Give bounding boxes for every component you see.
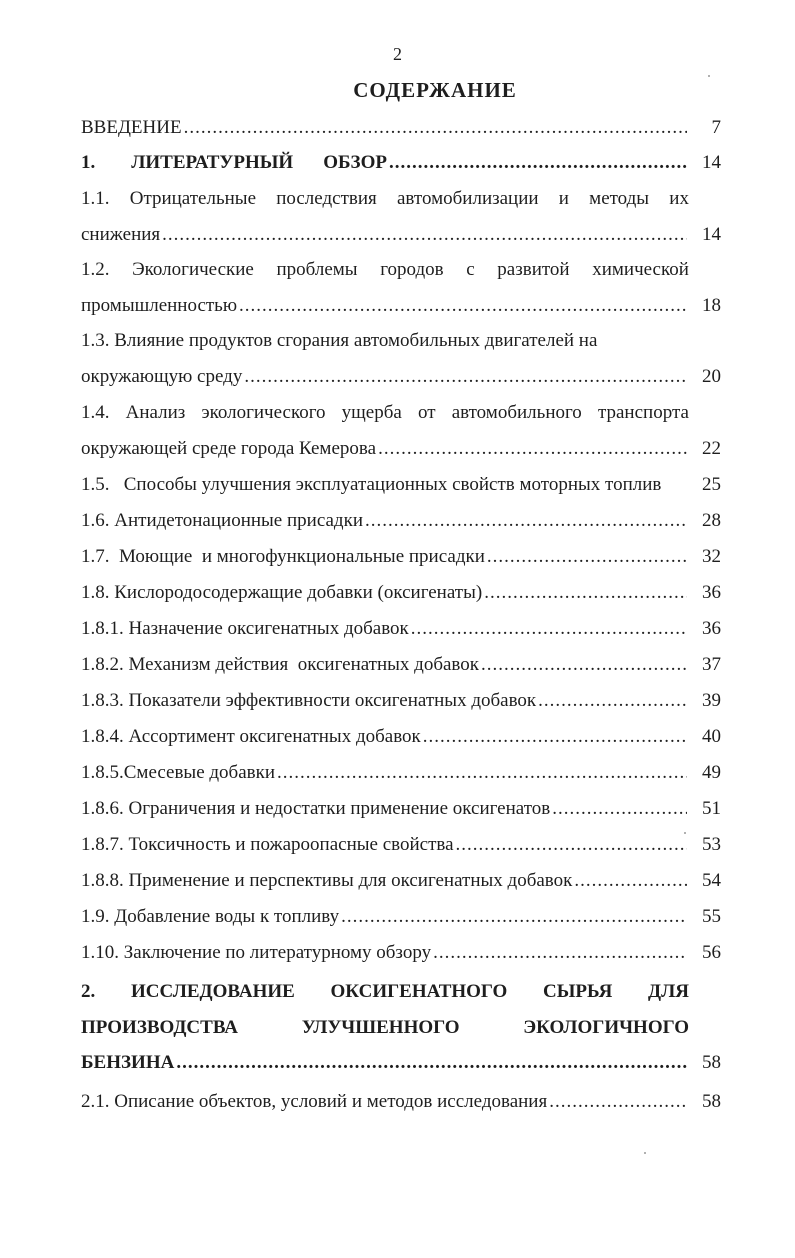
toc-entry-title: 1.8.2. Механизм действия оксигенатных добавок	[81, 654, 480, 675]
toc-page-number: 55	[702, 906, 721, 927]
toc-word: 1.2.	[81, 259, 110, 280]
leader-dots	[433, 935, 687, 971]
toc-word: автомобильного	[451, 402, 582, 423]
leader-dots	[574, 863, 687, 899]
leader-dots	[484, 575, 687, 611]
toc-entry-title: 1.8.4. Ассортимент оксигенатных добавок	[81, 726, 421, 747]
toc-entry-title: 1.6. Антидетонационные присадки	[81, 510, 363, 531]
leader-dots	[389, 145, 687, 181]
toc-word: их	[669, 188, 689, 209]
toc-entry-title: 1.7. Моющие и многофункциональные присадки	[81, 546, 485, 567]
page-title: СОДЕРЖАНИЕ	[353, 78, 517, 102]
toc-entry-title: 1.8.7. Токсичность и пожароопасные свойства	[81, 834, 454, 855]
toc-entry-title: окружающую среду	[81, 365, 243, 387]
toc-page-number: 18	[702, 294, 721, 316]
toc-word: от	[417, 402, 436, 423]
toc-word: и	[558, 188, 569, 209]
toc-entry-1-5[interactable]	[81, 467, 721, 503]
leader-dots	[365, 503, 687, 539]
toc-page-number: 58	[702, 1052, 721, 1073]
toc-word: ЭКОЛОГИЧНОГО	[523, 1016, 689, 1038]
toc-entry-intro[interactable]	[81, 110, 721, 146]
toc-entry-1-2[interactable]	[81, 252, 721, 323]
toc-entry-title: ОБЗОР	[323, 152, 387, 173]
toc-entry-1-8-4[interactable]	[81, 719, 721, 755]
leader-dots	[277, 755, 687, 791]
toc-entry-1-8[interactable]	[81, 575, 721, 611]
toc-word: ДЛЯ	[648, 981, 689, 1002]
scan-speck	[684, 832, 686, 834]
page-number: 2	[393, 44, 402, 64]
toc-entry-title: 1.8.5.Смесевые добавки	[81, 762, 276, 783]
chapter-number: 1.	[81, 152, 96, 173]
toc-entry-title: 1.8. Кислородосодержащие добавки (оксигенаты)	[81, 582, 483, 603]
toc-word: Экологические	[132, 259, 254, 280]
leader-dots	[487, 539, 687, 575]
toc-entry-2-1[interactable]	[81, 1084, 721, 1120]
toc-word: Анализ	[125, 402, 186, 423]
toc-entry-title: 1.5. Способы улучшения эксплуатационных свойств моторных топлив	[81, 474, 662, 495]
leader-dots	[552, 791, 687, 827]
toc-entry-title: 1.10. Заключение по литературному обзору	[81, 942, 432, 963]
leader-dots	[176, 1045, 687, 1081]
toc-word: развитой	[497, 259, 570, 280]
toc-page-number: 20	[702, 365, 721, 387]
toc-word: автомобилизации	[396, 188, 539, 209]
toc-entry-chapter-1[interactable]	[81, 145, 721, 181]
toc-word: Отрицательные	[129, 188, 257, 209]
toc-page-number: 40	[702, 726, 721, 747]
toc-word: городов	[380, 259, 444, 280]
toc-word: химической	[592, 259, 689, 280]
toc-entry-title: 1.8.8. Применение и перспективы для оксигенатных добавок	[81, 870, 573, 891]
leader-dots	[244, 359, 687, 395]
leader-dots	[239, 288, 687, 324]
toc-word: транспорта	[597, 402, 689, 423]
toc-entry-title: 1.8.1. Назначение оксигенатных добавок	[81, 618, 409, 639]
toc-word: УЛУЧШЕННОГО	[301, 1016, 460, 1038]
toc-word: ущерба	[341, 402, 402, 423]
leader-dots	[456, 827, 687, 863]
toc-page-number: 56	[702, 942, 721, 963]
toc-page-number: 32	[702, 546, 721, 567]
toc-word: 1.4.	[81, 402, 110, 423]
leader-dots	[184, 110, 687, 146]
toc-page-number: 25	[702, 474, 721, 495]
toc-entry-title: 1.8.3. Показатели эффективности оксигенатных добавок	[81, 690, 537, 711]
toc-entry-1-8-3[interactable]	[81, 683, 721, 719]
toc-entry-chapter-2[interactable]	[81, 974, 721, 1081]
toc-entry-title: ВВЕДЕНИЕ	[81, 117, 182, 138]
toc-page-number: 7	[711, 117, 721, 138]
leader-dots	[341, 899, 687, 935]
toc-entry-1-6[interactable]	[81, 503, 721, 539]
toc-entry-1-8-5[interactable]	[81, 755, 721, 791]
toc-word: СЫРЬЯ	[543, 981, 613, 1002]
toc-entry-title: окружающей среде города Кемерова	[81, 437, 377, 459]
toc-page-number: 39	[702, 690, 721, 711]
toc-page-number: 22	[702, 437, 721, 459]
toc-page-number: 37	[702, 654, 721, 675]
toc-page-number: 14	[702, 152, 721, 173]
toc-entry-1-7[interactable]	[81, 539, 721, 575]
toc-entry-1-10[interactable]	[81, 935, 721, 971]
toc-entry-title: 1.8.6. Ограничения и недостатки применение оксигенатов	[81, 798, 551, 819]
toc-page-number: 54	[702, 870, 721, 891]
toc-word: методы	[589, 188, 650, 209]
toc-entry-title: 2.1. Описание объектов, условий и методов исследования	[81, 1091, 548, 1112]
toc-entry-1-8-8[interactable]	[81, 863, 721, 899]
toc-entry-1-8-6[interactable]	[81, 791, 721, 827]
toc-entry-1-1[interactable]	[81, 181, 721, 252]
toc-word: с	[466, 259, 475, 280]
toc-entry-1-8-7[interactable]	[81, 827, 721, 863]
toc-word: экологического	[201, 402, 326, 423]
leader-dots	[549, 1084, 687, 1120]
toc-entry-title: 1.3. Влияние продуктов сгорания автомобильных двигателей на	[81, 330, 598, 351]
toc-entry-1-8-1[interactable]	[81, 611, 721, 647]
toc-entry-title: снижения	[81, 223, 161, 245]
toc-page-number: 14	[702, 223, 721, 245]
toc-word: ИССЛЕДОВАНИЕ	[130, 981, 295, 1002]
toc-page-number: 36	[702, 618, 721, 639]
toc-page-number: 58	[702, 1091, 721, 1112]
toc-entry-1-3[interactable]	[81, 323, 721, 394]
toc-word: 2.	[81, 981, 96, 1002]
scan-speck	[708, 75, 710, 77]
toc-word: 1.1.	[81, 188, 110, 209]
toc-entry-title: 1.9. Добавление воды к топливу	[81, 906, 340, 927]
toc-entry-1-8-2[interactable]	[81, 647, 721, 683]
leader-dots	[411, 611, 687, 647]
toc-entry-1-4[interactable]	[81, 395, 721, 466]
toc-word: ОКСИГЕНАТНОГО	[330, 981, 508, 1002]
toc-entry-1-9[interactable]	[81, 899, 721, 935]
toc-page-number: 49	[702, 762, 721, 783]
leader-dots	[481, 647, 687, 683]
scan-speck	[644, 1152, 646, 1154]
toc-page-number: 28	[702, 510, 721, 531]
toc-word: проблемы	[276, 259, 358, 280]
toc-entry-title: ЛИТЕРАТУРНЫЙ	[131, 152, 294, 173]
toc-entry-title: промышленностью	[81, 294, 238, 316]
toc-page-number: 51	[702, 798, 721, 819]
toc-entry-title: БЕНЗИНА	[81, 1052, 175, 1073]
toc-word: последствия	[276, 188, 377, 209]
toc-word: ПРОИЗВОДСТВА	[81, 1016, 239, 1038]
leader-dots	[162, 217, 687, 253]
leader-dots	[378, 431, 687, 467]
toc-page-number: 53	[702, 834, 721, 855]
toc-page-number: 36	[702, 582, 721, 603]
leader-dots	[538, 683, 687, 719]
leader-dots	[423, 719, 687, 755]
